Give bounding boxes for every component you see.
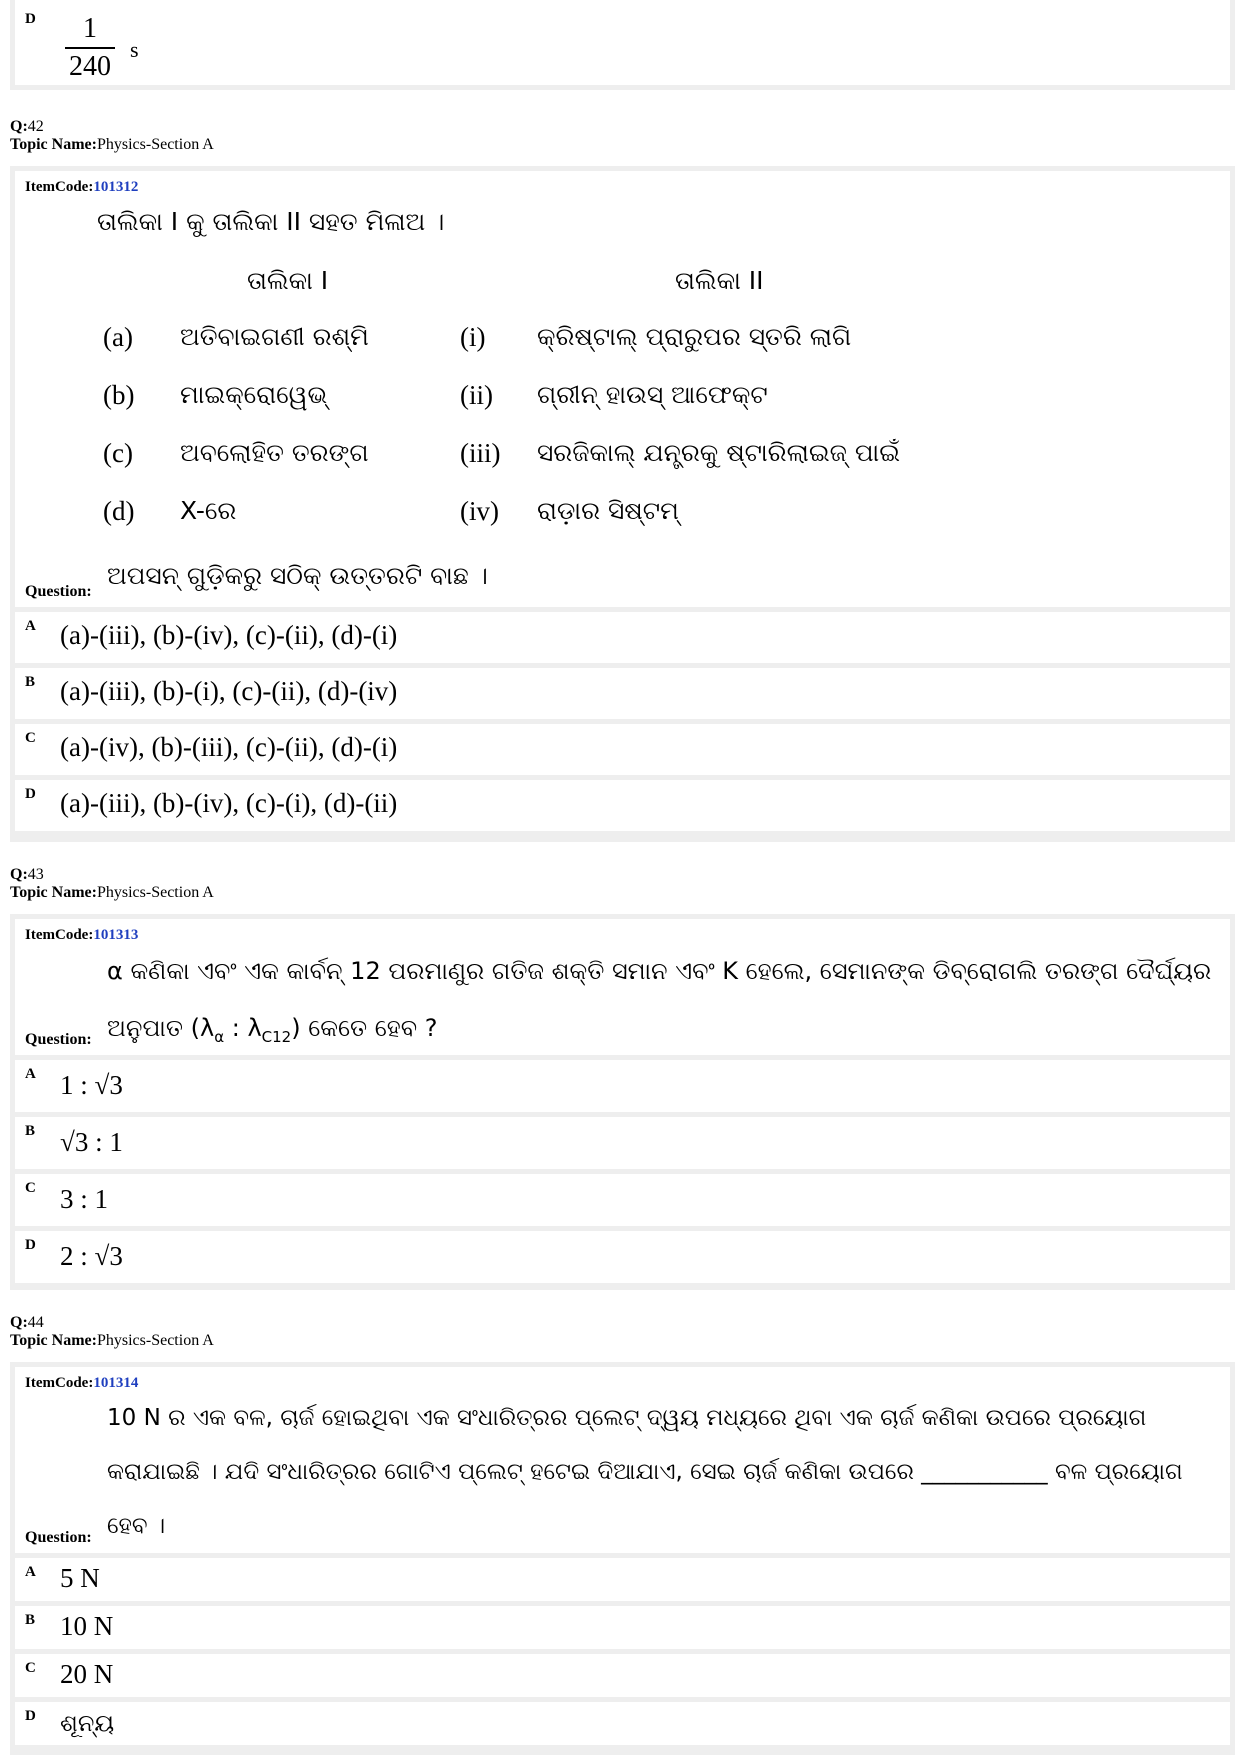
option-letter: D [25, 11, 36, 27]
question-stem: ItemCode:101312 ତାଲିକା I କୁ ତାଲିକା II ସହତ ମିଳାଅ । ତାଲିକା I ତାଲିକା II (a) ଅତିବାଇଗଣୀ ରଶ୍ମି (i) କ୍ରିଷ୍ଟାଲ୍ ପ୍ରାରୁପର ସ୍ତରି ଲାଗି (b) ମାଇକ୍ରୋୱେଭ୍ (ii) ଗ୍ରୀନ୍ ହାଉସ୍ ଆଫେକ୍ଟ (c) ଅବଲୋହିତ ତରଙ୍ଗ (iii) ସରଜିକାଲ୍ ଯନ୍ତ୍ରକୁ ଷ୍ଟାରିଲାଇଜ୍ ପାଇଁ (d) X-ରେ (iv) ରାଡ଼ାର ସିଷ୍ଟମ୍ Question: ଅପସନ୍ ଗୁଡ଼ିକରୁ ସଠିକ୍ ଉତ୍ତରଟି ବାଛ । [15, 171, 1230, 607]
option-d[interactable]: D 2 : √3 [15, 1231, 1230, 1283]
question-block-42 [10, 166, 1235, 842]
q-number: 42 [27, 118, 44, 135]
question-block-44 [10, 1362, 1235, 1755]
column-1-heading: ତାଲିକା I [247, 266, 329, 295]
option-a[interactable]: A (a)-(iii), (b)-(iv), (c)-(ii), (d)-(i) [15, 612, 1230, 663]
option-b[interactable]: B 10 N [15, 1606, 1230, 1649]
question-line-2: ଅନୁପାତ ($\lambda_\alpha$ : $\lambda_{C12}$) କେତେ ହେବ ? [107, 1014, 438, 1046]
question-line-1: 10 N ର ଏକ ବଳ, ଚାର୍ଜ ହୋଇଥିବା ଏକ ସଂଧାରିତ୍ରର ପ୍ଲେଟ୍ ଦ୍ୱୟ ମଧ୍ୟରେ ଥିବା ଏକ ଚାର୍ଜ କଣିକା ଉପରେ ପ୍ରୟୋଗ [107, 1405, 1147, 1431]
question-stem [15, 1367, 1230, 1553]
q-label: Q: [10, 118, 28, 135]
question-label: Question: [25, 583, 92, 600]
item-code-value: 101313 [93, 927, 139, 943]
option-c[interactable]: C 20 N [15, 1654, 1230, 1697]
question-header-42 [10, 118, 214, 154]
fraction-numerator: 1 [83, 13, 97, 44]
item-code: ItemCode:101314 [25, 1375, 139, 1391]
question-line-2: କରାଯାଇଛି । ଯଦି ସଂଧାରିତ୍ରର ଗୋଟିଏ ପ୍ଲେଟ୍ ହଟେଇ ଦିଆଯାଏ, ସେଇ ଚାର୍ଜ କଣିକା ଉପରେ ___________ ବଳ ପ୍ରୟୋଗ [107, 1459, 1183, 1485]
column-2-heading: ତାଲିକା II [675, 266, 764, 295]
topic-label: Topic Name: [10, 136, 97, 153]
fraction [65, 13, 115, 83]
topic-name: Physics-Section A [96, 136, 214, 153]
item-code: ItemCode:101312 [25, 179, 139, 195]
option-c[interactable]: C 3 : 1 [15, 1174, 1230, 1226]
option-d[interactable]: D (a)-(iii), (b)-(iv), (c)-(i), (d)-(ii) [15, 780, 1230, 831]
q-number: 43 [27, 866, 44, 883]
option-row[interactable] [15, 0, 1230, 85]
question-block-43 [10, 914, 1235, 1290]
instruction: ତାଲିକା I କୁ ତାଲିକା II ସହତ ମିଳାଅ । [97, 207, 445, 236]
topic-name: Physics-Section A [96, 884, 214, 901]
item-code: ItemCode:101313 [25, 927, 139, 943]
question-header-43: Q:43 Topic Name:Physics-Section A [10, 866, 214, 901]
option-b[interactable]: B √3 : 1 [15, 1117, 1230, 1169]
option-b[interactable]: B (a)-(iii), (b)-(i), (c)-(ii), (d)-(iv) [15, 668, 1230, 719]
option-a[interactable]: A 1 : √3 [15, 1060, 1230, 1112]
option-a[interactable]: A 5 N [15, 1558, 1230, 1601]
fraction-bar [65, 47, 115, 49]
question-stem [15, 919, 1230, 1055]
question-label: Question: [25, 1031, 92, 1048]
topic-name: Physics-Section A [96, 1332, 214, 1349]
option-d[interactable]: D ଶୂନ୍ୟ [15, 1702, 1230, 1745]
question-line-1: α କଣିକା ଏବଂ ଏକ କାର୍ବନ୍ 12 ପରମାଣୁର ଗତିଜ ଶକ୍ତି ସମାନ ଏବଂ K ହେଲେ, ସେମାନଙ୍କ ଡିବ୍ରୋଗଲି ତରଙ୍ଗ ଦୈର୍ଘ୍ୟର [107, 957, 1212, 985]
item-code-value: 101314 [93, 1375, 139, 1391]
question-line-3: ହେବ । [107, 1513, 166, 1539]
option-c[interactable]: C (a)-(iv), (b)-(iii), (c)-(ii), (d)-(i) [15, 724, 1230, 775]
question-header-44: Q:44 Topic Name:Physics-Section A [10, 1314, 214, 1349]
fraction-denominator: 240 [69, 51, 111, 82]
unit: s [130, 37, 139, 62]
q-number: 44 [27, 1314, 44, 1331]
question-text: ଅପସନ୍ ଗୁଡ଼ିକରୁ ସଠିକ୍ ଉତ୍ତରଟି ବାଛ । [107, 561, 488, 590]
prev-question-options [10, 0, 1235, 90]
question-label: Question: [25, 1529, 92, 1546]
item-code-value: 101312 [93, 179, 139, 195]
